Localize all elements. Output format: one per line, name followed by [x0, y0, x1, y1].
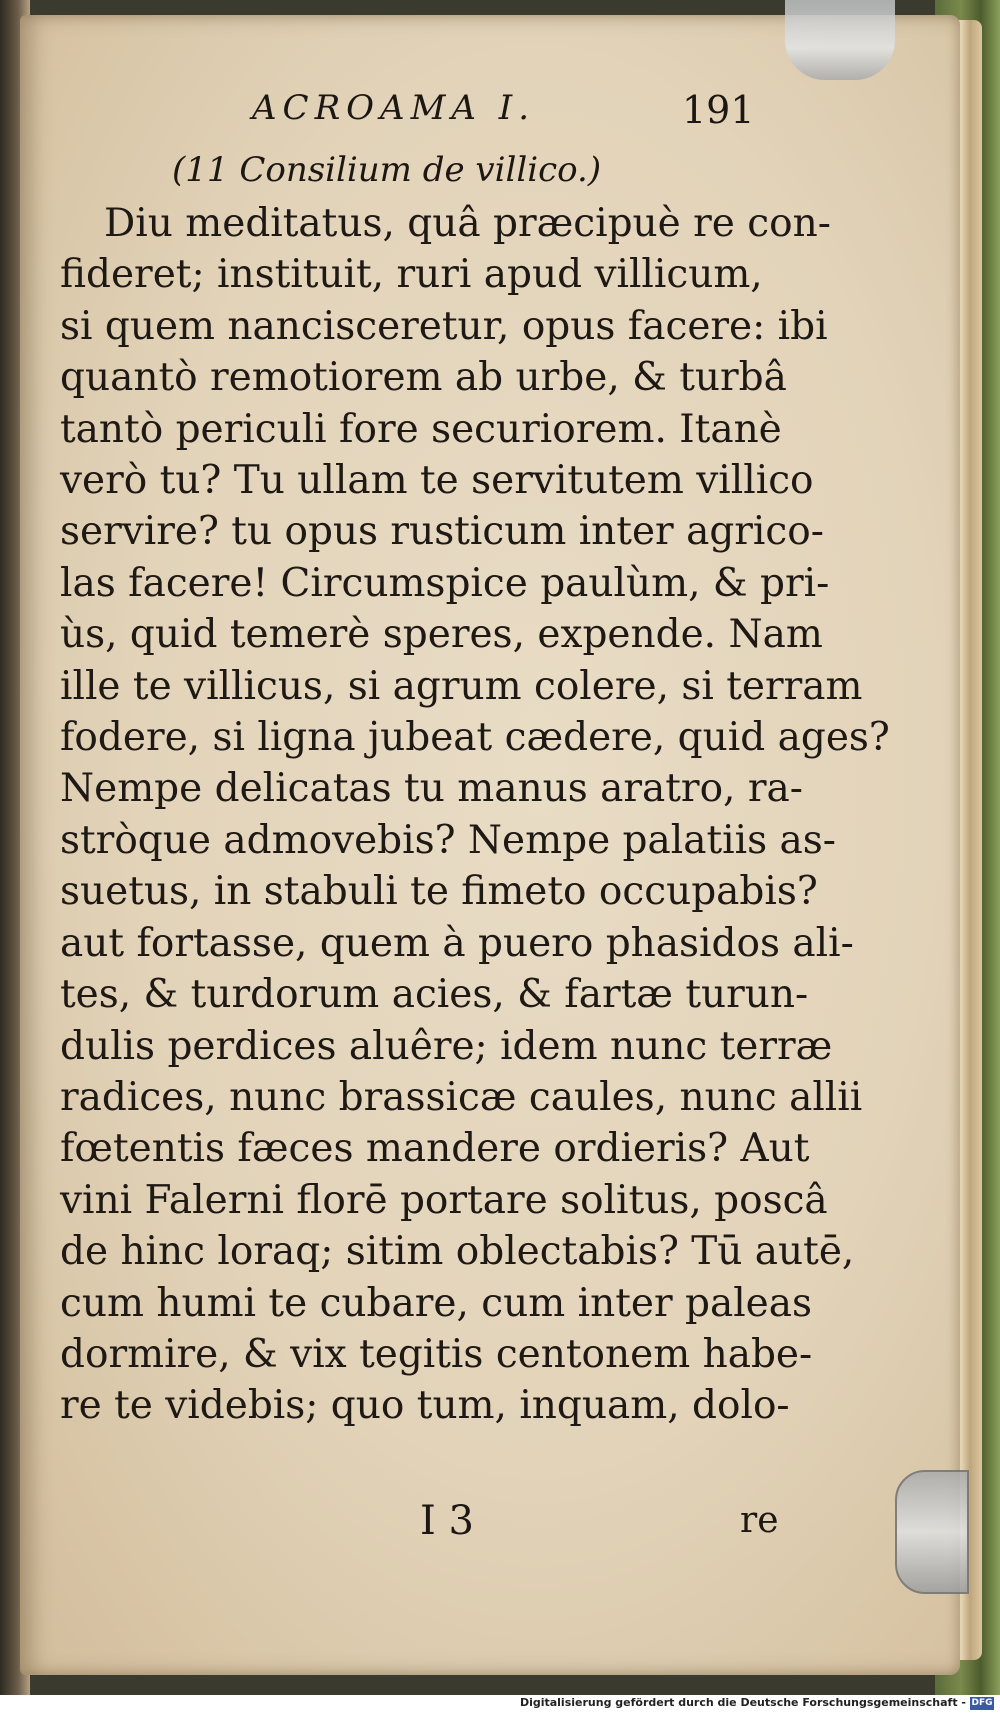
body-text [60, 198, 890, 1432]
text-line: stròque admovebis? Nempe palatiis as- [60, 817, 836, 863]
text-line: quantò remotiorem ab urbe, & turbâ [60, 355, 787, 401]
text-line: servire? tu opus rusticum inter agrico- [60, 509, 824, 555]
page-clip-bottom [895, 1470, 969, 1594]
section-title: (11 Consilium de villico.) [172, 150, 602, 190]
text-line: fideret; instituit, ruri apud villicum, [60, 252, 763, 298]
text-line: ùs, quid temerè speres, expende. Nam [60, 612, 823, 658]
dfg-logo: DFG [971, 1698, 993, 1708]
catchword: re [740, 1500, 779, 1541]
text-line: fodere, si ligna jubeat cædere, quid ages? [60, 715, 890, 761]
signature-mark: I 3 [420, 1498, 474, 1544]
text-line: fœtentis fæces mandere ordieris? Aut [60, 1126, 810, 1172]
text-line: verò tu? Tu ullam te servitutem villico [60, 458, 814, 504]
digitization-footer [0, 1695, 1000, 1713]
text-line: suetus, in stabuli te fimeto occupabis? [60, 869, 818, 915]
text-line: radices, nunc brassicæ caules, nunc allii [60, 1074, 863, 1120]
text-line: dulis perdices aluêre; idem nunc terræ [60, 1023, 833, 1069]
text-line: Nempe delicatas tu manus aratro, ra- [60, 766, 803, 812]
text-line: tantò periculi fore securiorem. Itanè [60, 406, 782, 452]
text-line: si quem nancisceretur, opus facere: ibi [60, 303, 828, 349]
text-line: cum humi te cubare, cum inter paleas [60, 1280, 813, 1326]
running-head: ACROAMA I. [252, 88, 536, 128]
text-line: aut fortasse, quem à puero phasidos ali- [60, 920, 854, 966]
text-line: re te videbis; quo tum, inquam, dolo- [60, 1383, 790, 1429]
page-number: 191 [682, 88, 755, 132]
text-line: de hinc loraq; sitim oblectabis? Tū autē, [60, 1229, 855, 1275]
funding-credit: Digitalisierung gefördert durch die Deutsche Forschungsgemeinschaft - [519, 1696, 966, 1709]
text-line: Diu meditatus, quâ præcipuè re con- [104, 201, 831, 246]
text-line: ille te villicus, si agrum colere, si terram [60, 663, 863, 709]
text-line: vini Falerni florē portare solitus, poscâ [60, 1177, 828, 1223]
text-line: las facere! Circumspice paulùm, & pri- [60, 560, 830, 606]
text-line: tes, & turdorum acies, & fartæ turun- [60, 972, 809, 1018]
page-header [62, 88, 762, 138]
page-clip-top [785, 0, 895, 80]
text-line: dormire, & vix tegitis centonem habe- [60, 1331, 813, 1377]
